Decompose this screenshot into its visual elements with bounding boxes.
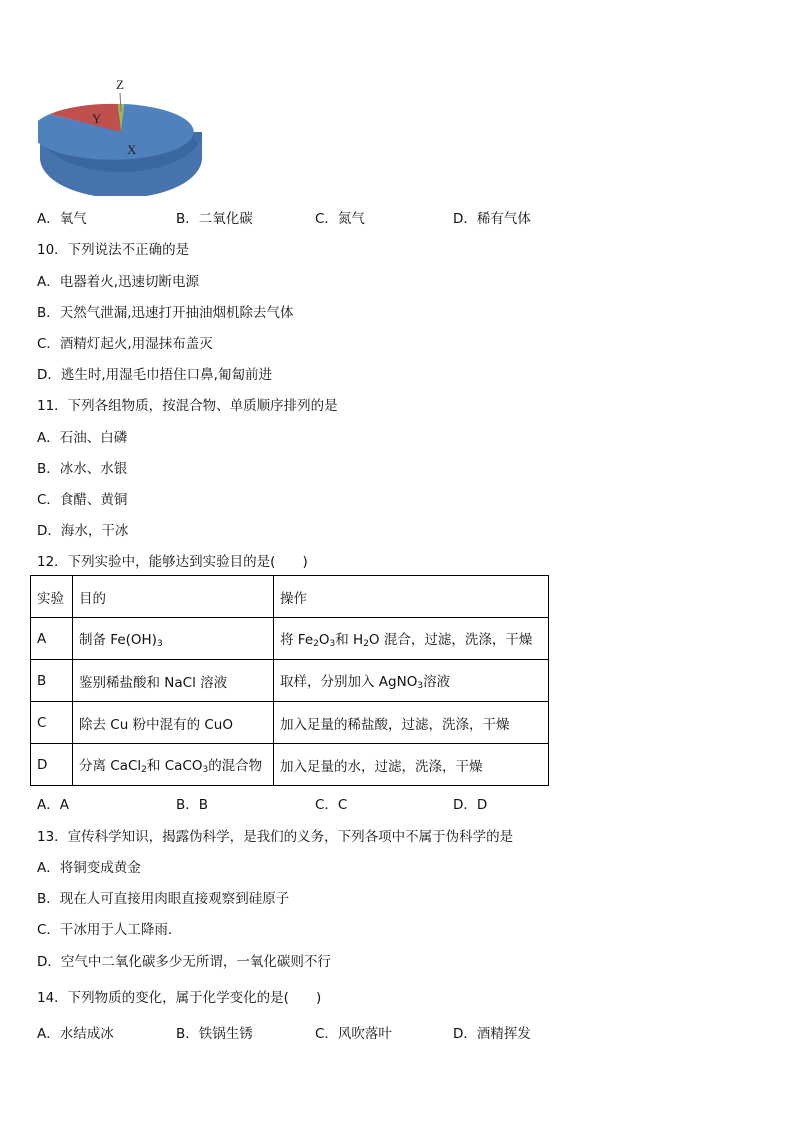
q13-option-b: B．现在人可直接用肉眼直接观察到硅原子 — [37, 891, 290, 907]
row-purpose: 除去 Cu 粉中混有的 CuO — [73, 702, 274, 744]
row-purpose: 制备 $Fe(OH)_3$ — [73, 618, 274, 660]
row-id: C — [31, 702, 73, 744]
q9-option-a: A．氧气 — [37, 211, 87, 227]
q9-option-c: C．氮气 — [315, 211, 365, 227]
q12-option-c: C．C — [315, 797, 348, 813]
q9-option-b: B．二氧化碳 — [176, 211, 253, 227]
q13-stem: 13．宣传科学知识，揭露伪科学，是我们的义务，下列各项中不属于伪科学的是 — [37, 829, 514, 845]
header-operation: 操作 — [274, 576, 549, 618]
pie-label-y: Y — [92, 111, 102, 126]
q14-stem: 14．下列物质的变化，属于化学变化的是( ) — [37, 990, 322, 1006]
q10-option-a: A．电器着火,迅速切断电源 — [37, 274, 200, 290]
row-purpose: 鉴别稀盐酸和 NaCl 溶液 — [73, 660, 274, 702]
row-id: D — [31, 744, 73, 786]
row-id: A — [31, 618, 73, 660]
table-row — [31, 744, 549, 786]
pie-label-z: Z — [116, 77, 124, 92]
q9-option-d: D．稀有气体 — [453, 211, 531, 227]
q13-option-d: D．空气中二氧化碳多少无所谓，一氧化碳则不行 — [37, 954, 331, 970]
row-operation: 加入足量的稀盐酸，过滤，洗涤，干燥 — [274, 702, 549, 744]
pie-label-x: X — [127, 142, 137, 157]
q13-option-c: C．干冰用于人工降雨. — [37, 922, 173, 938]
q11-option-c: C．食醋、黄铜 — [37, 492, 128, 508]
q11-option-d: D．海水，干冰 — [37, 523, 129, 539]
experiment-table — [30, 575, 549, 786]
row-operation: 取样，分别加入 AgNO$_3$溶液 — [274, 660, 549, 702]
row-purpose: 分离 CaCl$_2$和 CaCO$_3$的混合物 — [73, 744, 274, 786]
q14-option-b: B．铁锅生锈 — [176, 1026, 253, 1042]
header-purpose: 目的 — [73, 576, 274, 618]
q10-option-c: C．酒精灯起火,用湿抹布盖灭 — [37, 336, 213, 352]
q14-option-a: A．水结成冰 — [37, 1026, 114, 1042]
q12-option-b: B．B — [176, 797, 209, 813]
q10-stem: 10．下列说法不正确的是 — [37, 242, 190, 258]
q13-option-a: A．将铜变成黄金 — [37, 860, 141, 876]
table-row — [31, 702, 549, 744]
header-experiment: 实验 — [31, 576, 73, 618]
table-header-row — [31, 576, 549, 618]
row-operation: 将 $Fe_2O_3$和 $H_2O$ 混合，过滤，洗涤，干燥 — [274, 618, 549, 660]
row-id: B — [31, 660, 73, 702]
q11-option-b: B．冰水、水银 — [37, 461, 128, 477]
q12-option-a: A．A — [37, 797, 69, 813]
q14-option-d: D．酒精挥发 — [453, 1026, 531, 1042]
q10-option-b: B．天然气泄漏,迅速打开抽油烟机除去气体 — [37, 305, 294, 321]
q10-option-d: D．逃生时,用湿毛巾捂住口鼻,匍匐前进 — [37, 367, 272, 383]
pie-chart — [38, 76, 208, 196]
q11-stem: 11．下列各组物质，按混合物、单质顺序排列的是 — [37, 398, 338, 414]
q14-option-c: C．风吹落叶 — [315, 1026, 392, 1042]
q11-option-a: A．石油、白磷 — [37, 430, 128, 446]
q12-option-d: D．D — [453, 797, 488, 813]
table-row — [31, 660, 549, 702]
row-operation: 加入足量的水，过滤，洗涤，干燥 — [274, 744, 549, 786]
table-row — [31, 618, 549, 660]
q12-stem: 12．下列实验中，能够达到实验目的是( ) — [37, 554, 308, 570]
